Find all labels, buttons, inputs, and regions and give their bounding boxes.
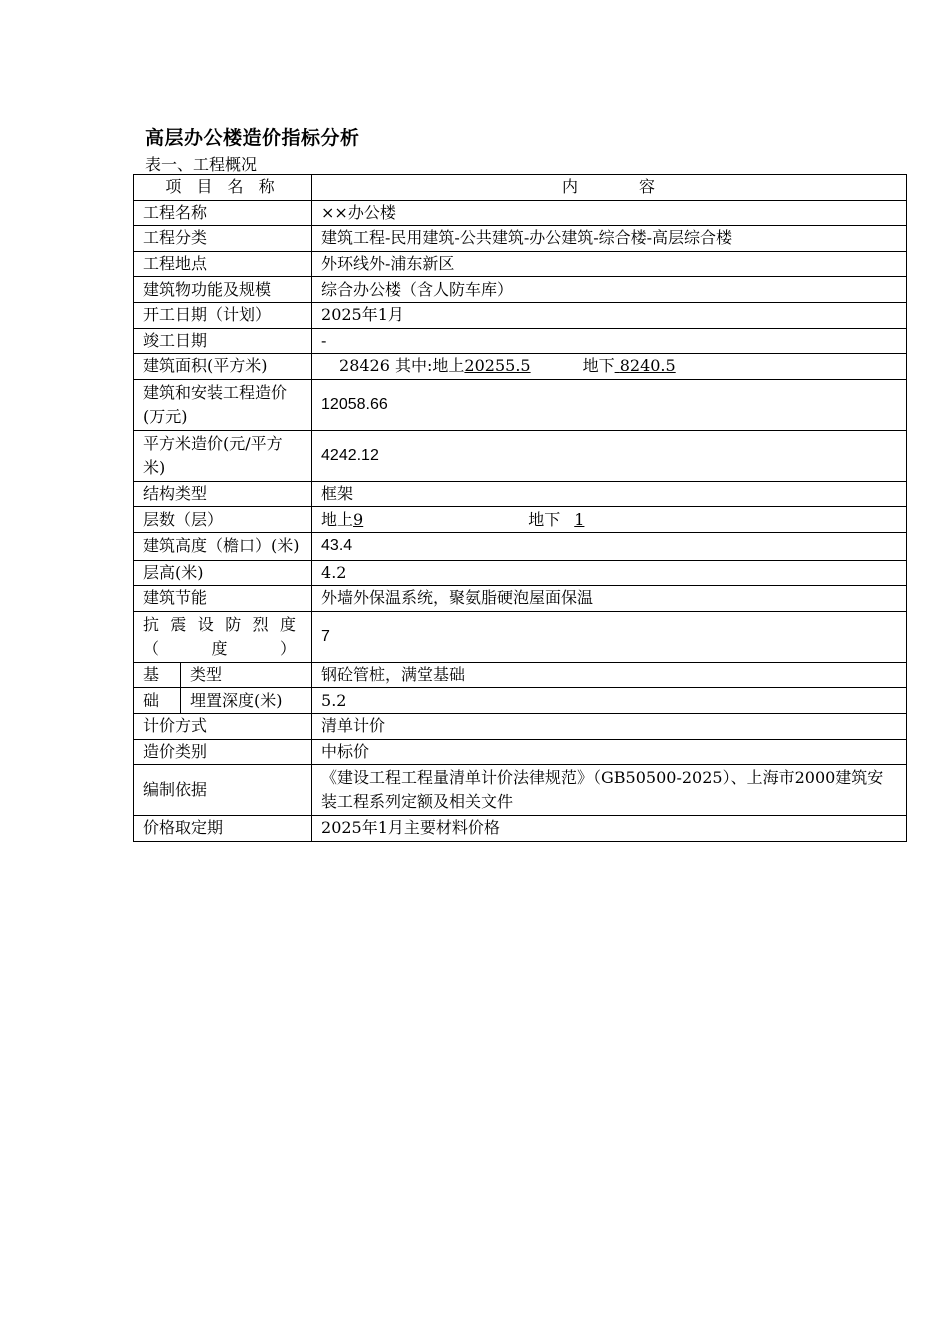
table-row: [134, 481, 907, 507]
row-label: 建筑高度（檐口）(米): [134, 532, 312, 560]
row-label: 层高(米): [134, 560, 312, 586]
table-row: [134, 739, 907, 765]
foundation-type-label: 类型: [181, 662, 312, 688]
row-value: 中标价: [312, 739, 907, 765]
row-label: 竣工日期: [134, 328, 312, 354]
row-value: 43.4: [312, 532, 907, 560]
header-item-name: 项 目 名 称: [134, 175, 312, 201]
table-row: [134, 379, 907, 430]
row-value: 2025年1月: [312, 302, 907, 328]
foundation-label-a: 基: [134, 662, 181, 688]
row-value: [312, 354, 907, 380]
table-header-row: [134, 175, 907, 201]
table-row: [134, 507, 907, 533]
row-value: 《建设工程工程量清单计价法律规范》（GB50500-2025）、上海市2000建筑安装工程系列定额及相关文件: [312, 765, 907, 816]
table-row: [134, 251, 907, 277]
area-above-label: 其中:地上: [395, 356, 465, 376]
row-label: 工程地点: [134, 251, 312, 277]
row-label: 建筑物功能及规模: [134, 277, 312, 303]
table-row: [134, 302, 907, 328]
header-content-b: 容: [639, 177, 657, 197]
area-below-label: 地下: [582, 356, 615, 376]
table-row: [134, 688, 907, 714]
table-row: [134, 328, 907, 354]
area-total: 28426: [339, 356, 390, 376]
row-label: 工程分类: [134, 226, 312, 252]
table-row: [134, 560, 907, 586]
row-label: 层数（层）: [134, 507, 312, 533]
row-label: 造价类别: [134, 739, 312, 765]
row-label: 平方米造价(元/平方米): [134, 430, 312, 481]
table-row: [134, 200, 907, 226]
row-value: 12058.66: [312, 379, 907, 430]
table-row: [134, 611, 907, 662]
header-content: [312, 175, 907, 201]
floors-above-value: 9: [353, 509, 364, 529]
foundation-depth-label: 埋置深度(米): [181, 688, 312, 714]
row-value: -: [312, 328, 907, 354]
page-title: 高层办公楼造价指标分析: [145, 127, 360, 149]
table-row: [134, 277, 907, 303]
row-value: 4.2: [312, 560, 907, 586]
area-above-value: 20255.5: [464, 356, 531, 376]
row-value: 建筑工程-民用建筑-公共建筑-办公建筑-综合楼-高层综合楼: [312, 226, 907, 252]
table-row: [134, 430, 907, 481]
row-label: 工程名称: [134, 200, 312, 226]
table-caption: 表一、工程概况: [145, 155, 258, 174]
row-label: 抗震设防烈度（度）: [134, 611, 312, 662]
foundation-label-b: 础: [134, 688, 181, 714]
floors-above-label: 地上: [321, 509, 354, 529]
row-value: 清单计价: [312, 713, 907, 739]
row-label: 计价方式: [134, 713, 312, 739]
area-below-value: 8240.5: [619, 356, 676, 376]
row-label: 建筑面积(平方米): [134, 354, 312, 380]
row-label: 结构类型: [134, 481, 312, 507]
foundation-type-value: 钢砼管桩，满堂基础: [312, 662, 907, 688]
foundation-depth-value: 5.2: [312, 688, 907, 714]
table-row: [134, 354, 907, 380]
row-value: 综合办公楼（含人防车库）: [312, 277, 907, 303]
row-label: 编制依据: [134, 765, 312, 816]
table-row: [134, 226, 907, 252]
row-value: ××办公楼: [312, 200, 907, 226]
row-label: 开工日期（计划）: [134, 302, 312, 328]
header-content-a: 内: [562, 177, 580, 197]
floors-below-label: 地下: [528, 509, 561, 529]
row-value: [312, 507, 907, 533]
row-value: 外墙外保温系统，聚氨脂硬泡屋面保温: [312, 586, 907, 612]
row-value: 外环线外-浦东新区: [312, 251, 907, 277]
table-row: [134, 713, 907, 739]
table-row: [134, 532, 907, 560]
table-row: [134, 586, 907, 612]
table-row: [134, 662, 907, 688]
row-value: 4242.12: [312, 430, 907, 481]
row-label: 建筑和安装工程造价(万元): [134, 379, 312, 430]
row-label: 价格取定期: [134, 816, 312, 842]
project-overview-table: [133, 174, 907, 842]
floors-below-value: 1: [574, 509, 585, 529]
row-label: 建筑节能: [134, 586, 312, 612]
row-value: 7: [312, 611, 907, 662]
row-value: 2025年1月主要材料价格: [312, 816, 907, 842]
table-row: [134, 816, 907, 842]
table-row: [134, 765, 907, 816]
row-value: 框架: [312, 481, 907, 507]
